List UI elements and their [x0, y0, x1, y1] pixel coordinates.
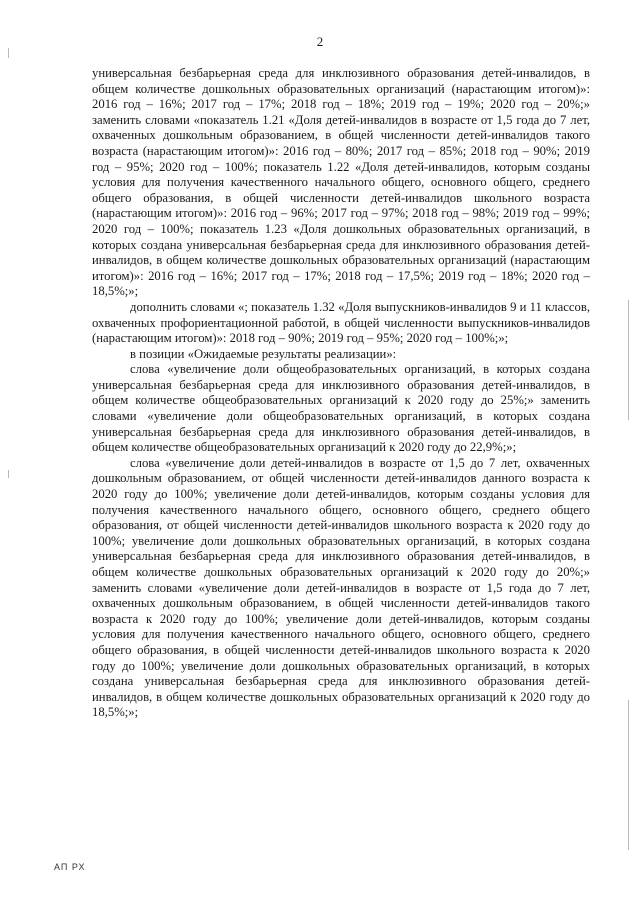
paragraph-3: в позиции «Ожидаемые результаты реализации»:	[130, 346, 397, 361]
left-edge-mark	[8, 470, 9, 478]
left-edge-mark	[8, 48, 9, 58]
footer-stamp: АП РХ	[54, 862, 86, 872]
right-edge-mark	[628, 300, 629, 420]
paragraph-1: универсальная безбарьерная среда для инклюзивного образования детей-инвалидов, в общем количестве дошкольных образовательных организаций (нарастающим итогом)»: 2016 год – 16%; 2017 год – 17%; 2018 год – 18%; 2019 год – 19%; 2020 год – 20%;» заменить словами «показатель 1.21 «Доля детей-инвалидов в возрасте от 1,5 года до 7 лет, охваченных дошкольным образованием, в общей численности детей-инвалидов такого возраста (нарастающим итогом)»: 2016 год – 80%; 2017 год – 85%; 2018 год – 90%; 2019 год – 95%; 2020 год – 100%; показатель 1.22 «Доля детей-инвалидов, которым созданы условия для получения качественного начального общего, основного общего, среднего общего образования, в общей численности детей-инвалидов школьного возраста (нарастающим итогом)»: 2016 год – 96%; 2017 год – 97%; 2018 год – 98%; 2019 год – 99%; 2020 год – 100%; показатель 1.23 «Доля дошкольных образовательных организаций, в которых создана универсальная безбарьерная среда для инклюзивного образования детей-инвалидов, в общем количестве дошкольных образовательных организаций (нарастающим итогом)»: 2016 год – 16%; 2017 год – 17%; 2018 год – 17,5%; 2019 год – 18%; 2020 год – 18,5%;»;	[92, 66, 590, 299]
right-edge-mark	[628, 700, 629, 850]
paragraph-5: слова «увеличение доли детей-инвалидов в возрасте от 1,5 до 7 лет, охваченных дошкольным образованием, от общей численности детей-инвалидов данного возраста к 2020 году до 100%; увеличение доли детей-инвалидов, которым созданы условия для получения качественного начального общего, основного общего, среднего общего образования, от общей численности детей-инвалидов школьного возраста к 2020 году до 100%; увеличение доли дошкольных образовательных организаций, в которых создана универсальная безбарьерная среда для инклюзивного образования детей-инвалидов, в общем количестве дошкольных образовательных организаций к 2020 году до 20%;» заменить словами «увеличение доли детей-инвалидов в возрасте от 1,5 года до 7 лет, охваченных дошкольным образованием, в общей численности детей-инвалидов такого возраста к 2020 году до 100%; увеличение доли детей-инвалидов, которым созданы условия для получения качественного начального общего, основного общего, среднего общего образования, в общей численности детей-инвалидов школьного возраста к 2020 году до 100%; увеличение доли дошкольных образовательных организаций, в которых создана универсальная безбарьерная среда для инклюзивного образования детей-инвалидов, в общем количестве дошкольных образовательных организаций к 2020 году до 18,5%;»;	[92, 455, 590, 720]
paragraph-2: дополнить словами «; показатель 1.32 «Доля выпускников-инвалидов 9 и 11 классов, охваченных профориентационной работой, в общей численности выпускников-инвалидов (нарастающим итогом)»: 2018 год – 90%; 2019 год – 95%; 2020 год – 100%;»;	[92, 299, 590, 346]
page-number: 2	[316, 34, 324, 49]
paragraph-4: слова «увеличение доли общеобразовательных организаций, в которых создана универсальная безбарьерная среда для инклюзивного образования детей-инвалидов, в общем количестве общеобразовательных организаций к 2020 году до 25%;» заменить словами «увеличение доли общеобразовательных организаций, в которых создана универсальная безбарьерная среда для инклюзивного образования детей-инвалидов, в общем количестве общеобразовательных организаций к 2020 году до 22,9%;»;	[92, 362, 590, 455]
document-body	[92, 66, 590, 721]
